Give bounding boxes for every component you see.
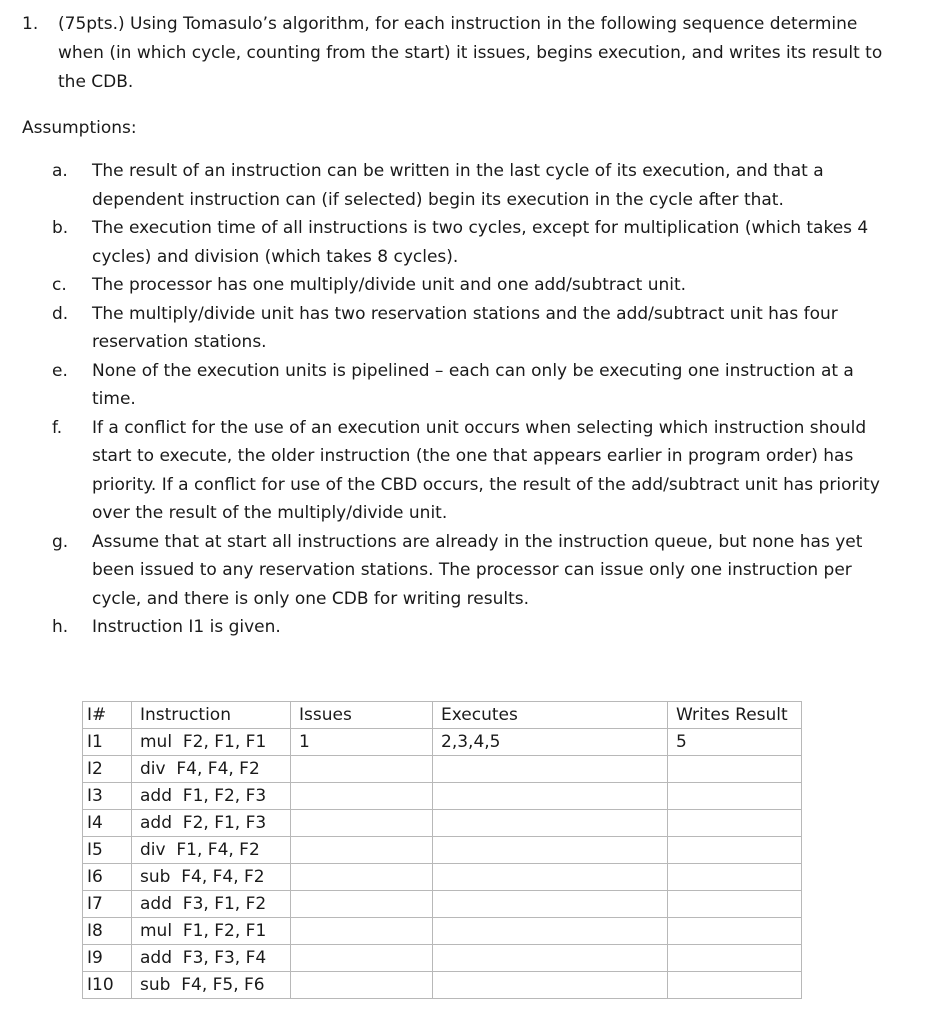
cell-executes (433, 810, 668, 837)
cell-instruction: sub F4, F5, F6 (132, 972, 291, 999)
assumption-text: The result of an instruction can be written in the last cycle of its execution, and that a dependent instruction can (if selected) begin its execution in the cycle after that. (92, 161, 824, 210)
assumption-item (52, 157, 902, 214)
table-row (83, 918, 802, 945)
cell-num: I3 (83, 783, 132, 810)
cell-writes-result (668, 837, 802, 864)
header-cell-executes: Executes (433, 702, 668, 729)
table-row (83, 891, 802, 918)
cell-issues (291, 972, 433, 999)
cell-writes-result (668, 810, 802, 837)
cell-executes (433, 918, 668, 945)
cell-num: I9 (83, 945, 132, 972)
cell-executes (433, 837, 668, 864)
assumptions-heading: Assumptions: (22, 118, 137, 138)
table-row (83, 864, 802, 891)
assumption-letter: f. (52, 417, 63, 438)
cell-instruction: sub F4, F4, F2 (132, 864, 291, 891)
header-cell-num: I# (83, 702, 132, 729)
assumption-item (52, 357, 902, 414)
table-row (83, 972, 802, 999)
cell-executes (433, 756, 668, 783)
cell-writes-result (668, 756, 802, 783)
assumption-text: Instruction I1 is given. (92, 617, 281, 637)
cell-issues (291, 864, 433, 891)
table-row (83, 729, 802, 756)
header-cell-instruction: Instruction (132, 702, 291, 729)
assumption-item (52, 271, 902, 300)
assumption-letter: d. (52, 303, 69, 324)
cell-writes-result (668, 972, 802, 999)
cell-num: I6 (83, 864, 132, 891)
cell-instruction: mul F1, F2, F1 (132, 918, 291, 945)
table-row (83, 810, 802, 837)
cell-writes-result (668, 864, 802, 891)
cell-executes (433, 891, 668, 918)
table-row (83, 783, 802, 810)
assumption-letter: h. (52, 617, 69, 637)
cell-instruction: add F3, F1, F2 (132, 891, 291, 918)
assumption-text: The execution time of all instructions is two cycles, except for multiplication (which takes 4 cycles) and division (which takes 8 cycles). (92, 218, 869, 267)
question-text: (75pts.) Using Tomasulo’s algorithm, for each instruction in the following sequence determine when (in which cycle, counting from the start) it issues, begins execution, and writes its result to the CDB. (58, 14, 883, 92)
cell-issues (291, 783, 433, 810)
table-header-row (83, 702, 802, 729)
cell-instruction: add F1, F2, F3 (132, 783, 291, 810)
assumption-text: The processor has one multiply/divide unit and one add/subtract unit. (92, 275, 687, 295)
cell-num: I5 (83, 837, 132, 864)
table-row (83, 837, 802, 864)
cell-num: I2 (83, 756, 132, 783)
cell-executes (433, 783, 668, 810)
assumption-text: Assume that at start all instructions are already in the instruction queue, but none has yet been issued to any reservation stations. The processor can issue only one instruction per cycle, and there is only one CDB for writing results. (92, 531, 863, 609)
cell-executes (433, 945, 668, 972)
cell-num: I1 (83, 729, 132, 756)
cell-issues (291, 837, 433, 864)
cell-instruction: add F3, F3, F4 (132, 945, 291, 972)
cell-executes (433, 864, 668, 891)
assumption-text: The multiply/divide unit has two reservation stations and the add/subtract unit has four reservation stations. (92, 303, 838, 352)
cell-issues (291, 945, 433, 972)
assumption-letter: g. (52, 531, 69, 552)
header-cell-writes-result: Writes Result (668, 702, 802, 729)
cell-writes-result (668, 945, 802, 972)
assumption-letter: a. (52, 161, 68, 181)
cell-num: I10 (83, 972, 132, 999)
cell-issues (291, 810, 433, 837)
question-number: 1. (22, 14, 39, 34)
cell-instruction: div F4, F4, F2 (132, 756, 291, 783)
assumptions-list (52, 157, 902, 642)
cell-issues (291, 891, 433, 918)
cell-executes (433, 972, 668, 999)
cell-num: I8 (83, 918, 132, 945)
instruction-table (82, 701, 802, 999)
assumption-letter: e. (52, 360, 68, 381)
cell-writes-result (668, 918, 802, 945)
assumption-text: If a conflict for the use of an execution unit occurs when selecting which instruction should start to execute, the older instruction (the one that appears earlier in program order) has priority. If a conflict for use of the CBD occurs, the result of the add/subtract unit has priority over the result of the multiply/divide unit. (92, 417, 880, 523)
assumption-letter: c. (52, 275, 67, 295)
header-cell-issues: Issues (291, 702, 433, 729)
cell-writes-result (668, 783, 802, 810)
cell-writes-result (668, 891, 802, 918)
cell-instruction: mul F2, F1, F1 (132, 729, 291, 756)
table-row (83, 756, 802, 783)
cell-issues (291, 918, 433, 945)
assumption-item (52, 300, 902, 357)
cell-issues (291, 756, 433, 783)
assumption-item (52, 613, 902, 642)
assumption-item (52, 528, 902, 614)
cell-num: I7 (83, 891, 132, 918)
cell-instruction: add F2, F1, F3 (132, 810, 291, 837)
cell-issues: 1 (291, 729, 433, 756)
cell-executes: 2,3,4,5 (433, 729, 668, 756)
cell-num: I4 (83, 810, 132, 837)
assumption-item (52, 414, 902, 528)
assumption-text: None of the execution units is pipelined – each can only be executing one instruction at a time. (92, 360, 854, 409)
cell-writes-result: 5 (668, 729, 802, 756)
cell-instruction: div F1, F4, F2 (132, 837, 291, 864)
assumption-item (52, 214, 902, 271)
table-row (83, 945, 802, 972)
assumption-letter: b. (52, 218, 69, 238)
